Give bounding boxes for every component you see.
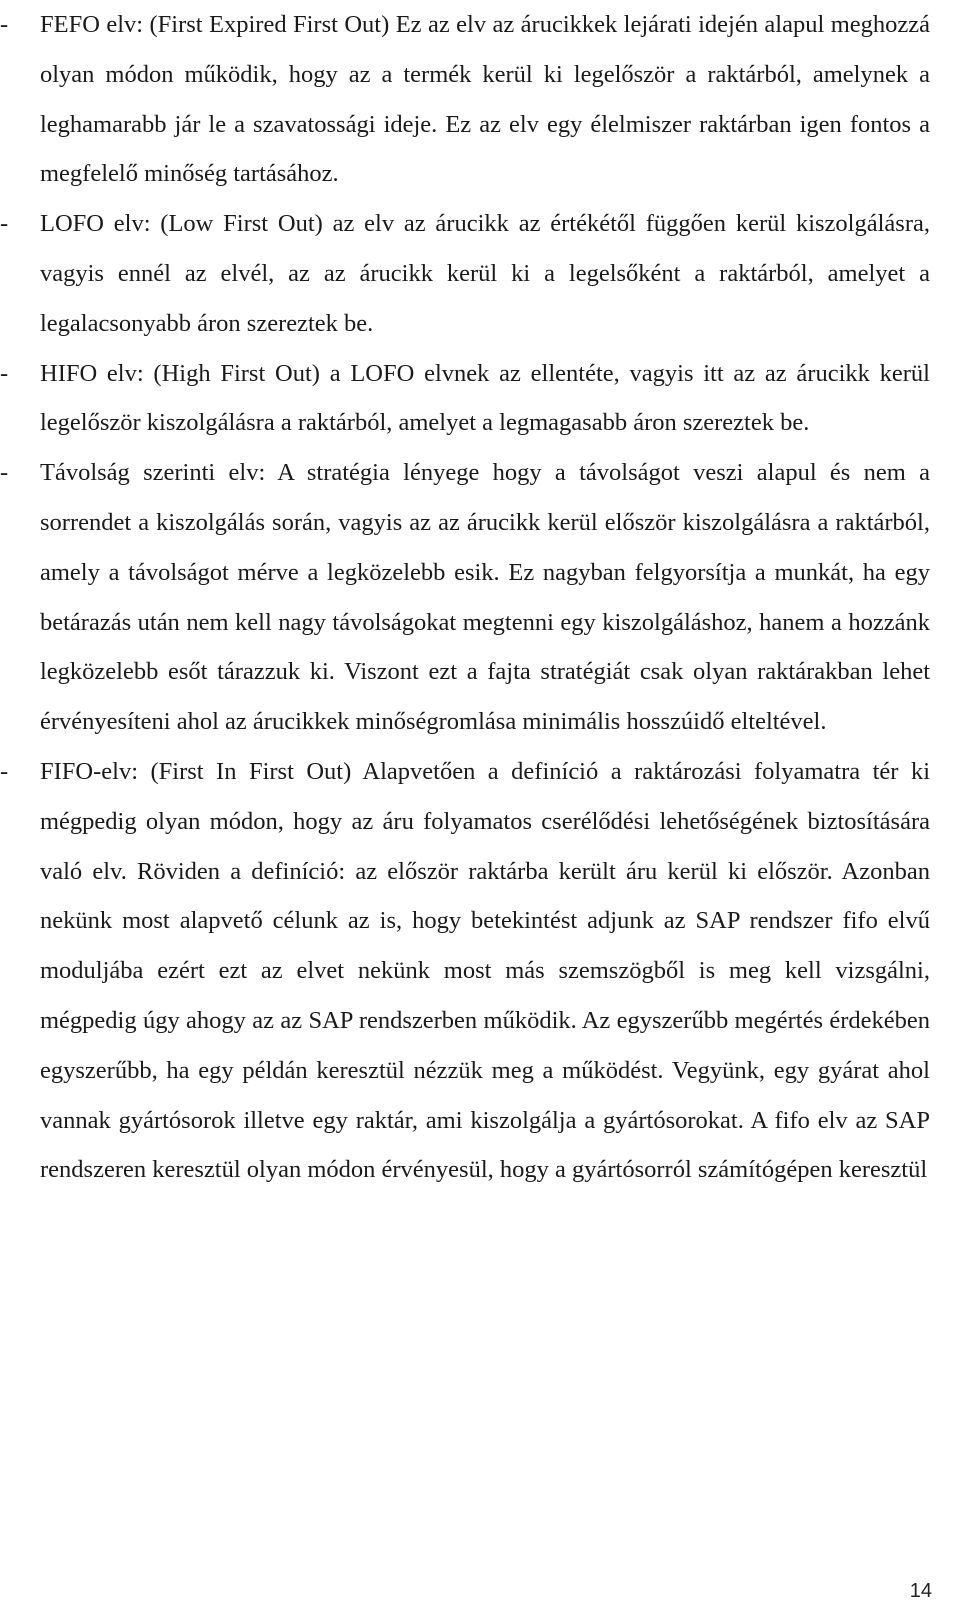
list-item-text: Távolság szerinti elv: A stratégia lényege hogy a távolságot veszi alapul és nem a sorrendet a kiszolgálás során, vagyis az az árucikk kerül először kiszolgálásra a raktárból, amely a távolságot mérve a legközelebb esik. Ez nagyban felgyorsítja a munkát, ha egy betárazás után nem kell nagy távolságokat megtenni egy kiszolgáláshoz, hanem a hozzánk legközelebb esőt tárazzuk ki. Viszont ezt a fajta stratégiát csak olyan raktárakban lehet érvényesíteni ahol az árucikkek minőségromlása minimális hosszúidő elteltével.: [40, 459, 930, 736]
list-item-hifo: [0, 349, 960, 449]
list-item-text: FIFO-elv: (First In First Out) Alapvetően a definíció a raktározási folyamatra tér ki mégpedig olyan módon, hogy az áru folyamatos cserélődési lehetőségének biztosítására való elv. Röviden a definíció: az először raktárba került áru kerül ki először. Azonban nekünk most alapvető célunk az is, hogy betekintést adjunk az SAP rendszer fifo elvű moduljába ezért ezt az elvet nekünk most más szemszögből is meg kell vizsgálni, mégpedig úgy ahogy az az SAP rendszerben működik. Az egyszerűbb megértés érdekében egyszerűbb, ha egy példán keresztül nézzük meg a működést. Vegyünk, egy gyárat ahol vannak gyártósorok illetve egy raktár, ami kiszolgálja a gyártósorokat. A fifo elv az SAP rendszeren keresztül olyan módon érvényesül, hogy a gyártósorról számítógépen keresztül: [40, 757, 930, 1184]
list-dash: -: [0, 459, 9, 487]
list-dash: -: [0, 757, 9, 785]
list-dash: -: [0, 359, 9, 387]
list-item-text: HIFO elv: (High First Out) a LOFO elvnek az ellentéte, vagyis itt az az árucikk kerül legelőször kiszolgálásra a raktárból, amelyet a legmagasabb áron szereztek be.: [40, 359, 930, 437]
list-item-lofo: [0, 199, 960, 348]
list-item-distance: [0, 448, 960, 747]
list-dash: -: [0, 11, 9, 38]
list-item-fifo: [0, 747, 960, 1195]
list-item-fefo: [0, 0, 960, 199]
list-dash: -: [0, 210, 9, 238]
page-number: 14: [909, 1580, 932, 1602]
list-item-text: FEFO elv: (First Expired First Out) Ez az elv az árucikkek lejárati idején alapul meghozzá olyan módon működik, hogy az a termék kerül ki legelőször a raktárból, amelynek a leghamarabb jár le a szavatossági ideje. Ez az elv egy élelmiszer raktárban igen fontos a megfelelő minőség tartásához.: [40, 11, 930, 188]
list-item-text: LOFO elv: (Low First Out) az elv az árucikk az értékétől függően kerül kiszolgálásra, vagyis ennél az elvél, az az árucikk kerül ki a legelsőként a raktárból, amelyet a legalacsonyabb áron szereztek be.: [40, 210, 930, 337]
